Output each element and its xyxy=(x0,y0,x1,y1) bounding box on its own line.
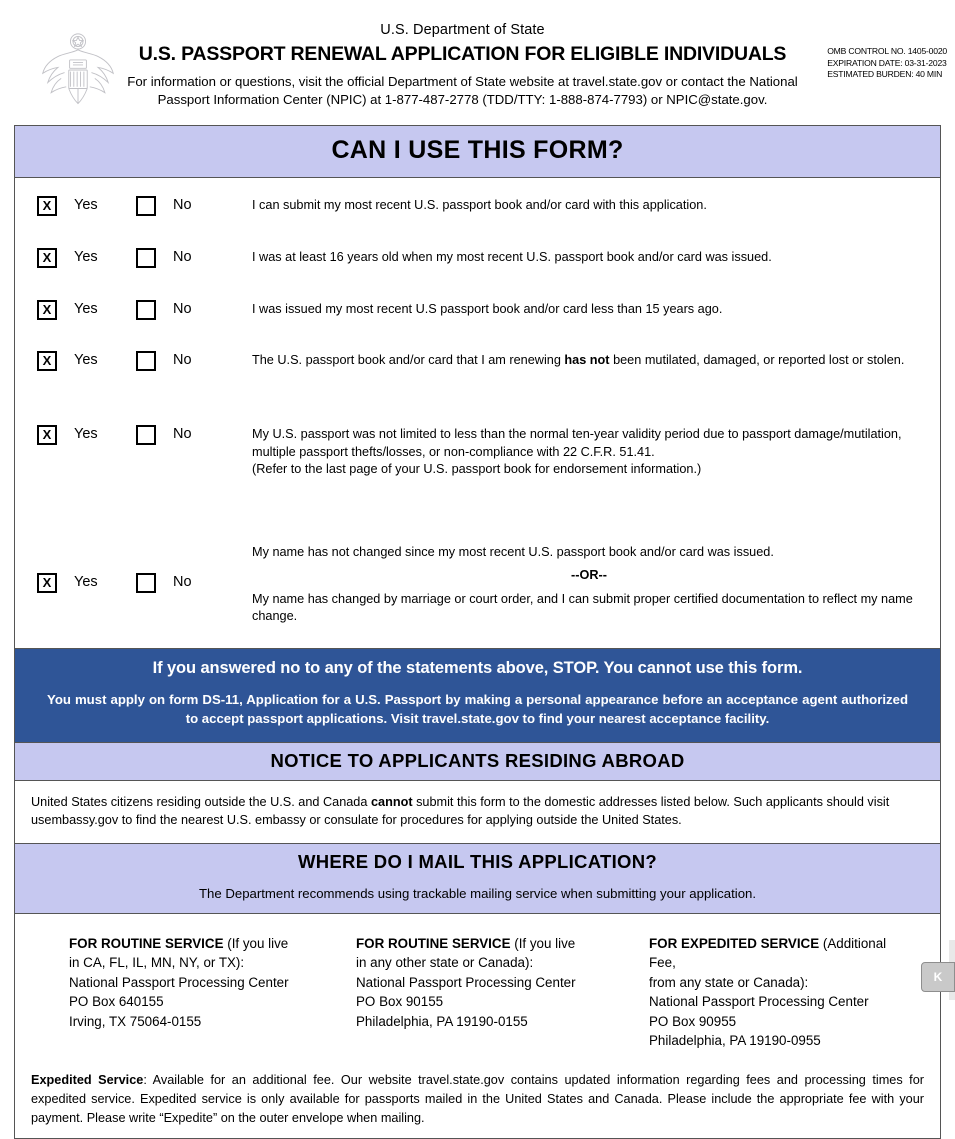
question-row xyxy=(15,541,940,640)
question-text: I can submit my most recent U.S. passport book and/or card with this application. xyxy=(252,198,707,212)
notice-abroad-title: NOTICE TO APPLICANTS RESIDING ABROAD xyxy=(270,749,685,771)
expedited-footnote-text: : Available for an additional fee. Our website travel.state.gov contains updated information regarding fees and processing times for expedited service. Expedited service is only available for passports mailed in the United States and Canada. Please include the appropriate fee with your payment. Please write “Expedite” on the outer envelope when mailing. xyxy=(31,1072,924,1125)
question-choices xyxy=(37,298,252,320)
address-heading-rest: (If you live xyxy=(510,935,576,951)
address-line-citystatezip: Philadelphia, PA 19190-0155 xyxy=(356,1013,528,1029)
great-seal-eagle-icon xyxy=(36,28,120,112)
question-text-before: The U.S. passport book and/or card that I am renewing xyxy=(252,353,565,367)
omb-control-block xyxy=(827,46,947,81)
question-text-line1: My U.S. passport was not limited to less than the normal ten-year validity period due to passport damage/mutilation, xyxy=(252,427,902,441)
yes-checkbox[interactable]: X xyxy=(37,248,57,268)
omb-estimated-burden: ESTIMATED BURDEN: 40 MIN xyxy=(827,69,943,79)
address-line-center: National Passport Processing Center xyxy=(356,974,576,990)
yes-checkbox[interactable]: X xyxy=(37,351,57,371)
yes-label: Yes xyxy=(74,249,98,265)
notice-abroad-body xyxy=(15,781,940,844)
yes-label: Yes xyxy=(74,574,98,590)
question-choices xyxy=(37,423,252,445)
no-checkbox[interactable] xyxy=(136,248,156,268)
expedited-service-footnote xyxy=(15,1059,940,1138)
no-label: No xyxy=(173,249,192,265)
omb-expiration-date: EXPIRATION DATE: 03-31-2023 xyxy=(827,57,947,68)
question-row xyxy=(15,298,940,349)
yes-checkbox[interactable]: X xyxy=(37,300,57,320)
header-center-block xyxy=(0,22,955,109)
no-checkbox[interactable] xyxy=(136,300,156,320)
question-choices xyxy=(37,246,252,268)
notice-abroad-band xyxy=(15,743,940,781)
address-heading xyxy=(649,934,916,973)
form-body-frame xyxy=(14,125,941,1139)
notice-text-after: submit this form to the domestic addresses listed below. Such applicants should visit usembassy.gov to find the nearest U.S. embassy or consulate for procedures for applying outside the United States. xyxy=(31,794,890,827)
address-block-routine-select-states xyxy=(29,934,328,1051)
question-text xyxy=(252,423,926,479)
address-heading-line2: in CA, FL, IL, MN, NY, or TX): xyxy=(69,955,245,970)
yes-checkbox[interactable]: X xyxy=(37,573,57,593)
question-choices xyxy=(37,194,252,216)
address-block-expedited xyxy=(627,934,926,1051)
address-heading-line2: in any other state or Canada): xyxy=(356,955,534,970)
can-i-use-title: CAN I USE THIS FORM? xyxy=(331,136,624,164)
yes-checkbox[interactable]: X xyxy=(37,425,57,445)
address-block-routine-other-states xyxy=(328,934,627,1051)
document-header xyxy=(0,0,955,122)
header-subtitle: For information or questions, visit the official Department of State website at travel.state.gov or contact the National Passport Information Center (NPIC) at 1-877-487-2778 (TDD/TTY: 1-888-874-7793) or NPIC@state.gov. xyxy=(127,74,798,107)
question-text-line2: My name has changed by marriage or court order, and I can submit proper certified documentation to reflect my name change. xyxy=(252,591,913,623)
address-heading-rest: (Additional Fee, xyxy=(649,935,887,970)
address-heading-line2: from any state or Canada): xyxy=(649,974,809,990)
no-label: No xyxy=(173,574,192,590)
can-i-use-band xyxy=(15,126,940,178)
no-label: No xyxy=(173,197,192,213)
stop-warning-headline: If you answered no to any of the statements above, STOP. You cannot use this form. xyxy=(152,658,803,677)
stop-warning-banner xyxy=(15,648,940,743)
address-line-center: National Passport Processing Center xyxy=(69,974,289,990)
mail-section-subtitle: The Department recommends using trackable mailing service when submitting your application. xyxy=(198,885,757,901)
address-heading xyxy=(69,934,318,954)
yes-label: Yes xyxy=(74,197,98,213)
address-line-pobox: PO Box 90155 xyxy=(356,994,444,1009)
question-choices xyxy=(37,349,252,371)
notice-text-before: United States citizens residing outside the U.S. and Canada xyxy=(31,794,371,809)
question-choices xyxy=(37,573,252,593)
no-checkbox[interactable] xyxy=(136,425,156,445)
question-text-line2: multiple passport thefts/losses, or non-compliance with 22 C.F.R. 51.41. xyxy=(252,444,655,459)
mail-section-band xyxy=(15,844,940,914)
yes-checkbox[interactable]: X xyxy=(37,196,57,216)
no-checkbox[interactable] xyxy=(136,351,156,371)
yes-label: Yes xyxy=(74,301,98,317)
department-name: U.S. Department of State xyxy=(380,22,545,38)
notice-text-emphasis: cannot xyxy=(370,794,413,809)
question-text-line3: (Refer to the last page of your U.S. passport book for endorsement information.) xyxy=(252,462,702,476)
address-line-center: National Passport Processing Center xyxy=(649,994,869,1009)
address-heading-rest: (If you live xyxy=(223,935,289,951)
stop-warning-detail: You must apply on form DS-11, Application for a U.S. Passport by making a personal appearance before an acceptance agent authorized to accept passport applications. Visit travel.state.gov to find your nearest acceptance facility. xyxy=(47,691,908,726)
question-text: I was issued my most recent U.S passport book and/or card less than 15 years ago. xyxy=(252,302,723,316)
question-text xyxy=(252,349,926,370)
yes-label: Yes xyxy=(74,426,98,442)
address-heading-bold: FOR ROUTINE SERVICE xyxy=(69,935,224,951)
address-line-pobox: PO Box 90955 xyxy=(649,1013,737,1029)
no-label: No xyxy=(173,352,192,368)
question-row xyxy=(15,349,940,423)
mailing-addresses xyxy=(15,914,940,1059)
address-heading xyxy=(356,934,617,954)
no-checkbox[interactable] xyxy=(136,573,156,593)
question-text-after: been mutilated, damaged, or reported lost or stolen. xyxy=(609,353,905,367)
question-text-emphasis: has not xyxy=(564,353,610,367)
question-text-line1: My name has not changed since my most recent U.S. passport book and/or card was issued. xyxy=(252,544,774,559)
expedited-footnote-bold: Expedited Service xyxy=(31,1072,144,1087)
mail-section-title: WHERE DO I MAIL THIS APPLICATION? xyxy=(298,850,657,872)
question-row xyxy=(15,194,940,246)
address-line-citystatezip: Irving, TX 75064-0155 xyxy=(69,1013,202,1029)
no-checkbox[interactable] xyxy=(136,196,156,216)
corner-toolbar-button[interactable]: K xyxy=(921,962,955,992)
question-row xyxy=(15,246,940,298)
address-heading-bold: FOR ROUTINE SERVICE xyxy=(356,935,511,951)
question-row xyxy=(15,423,940,541)
no-label: No xyxy=(173,426,192,442)
address-line-pobox: PO Box 640155 xyxy=(69,994,164,1009)
address-heading-bold: FOR EXPEDITED SERVICE xyxy=(649,935,820,951)
eligibility-questions xyxy=(15,178,940,648)
no-label: No xyxy=(173,301,192,317)
question-text xyxy=(252,541,926,626)
question-text: I was at least 16 years old when my most recent U.S. passport book and/or card was issued. xyxy=(252,250,772,264)
yes-label: Yes xyxy=(74,352,98,368)
address-line-citystatezip: Philadelphia, PA 19190-0955 xyxy=(649,1033,821,1048)
or-divider-label: --OR-- xyxy=(571,568,607,582)
page-title: U.S. PASSPORT RENEWAL APPLICATION FOR ELIGIBLE INDIVIDUALS xyxy=(138,43,787,65)
omb-control-number: OMB CONTROL NO. 1405-0020 xyxy=(827,46,947,56)
